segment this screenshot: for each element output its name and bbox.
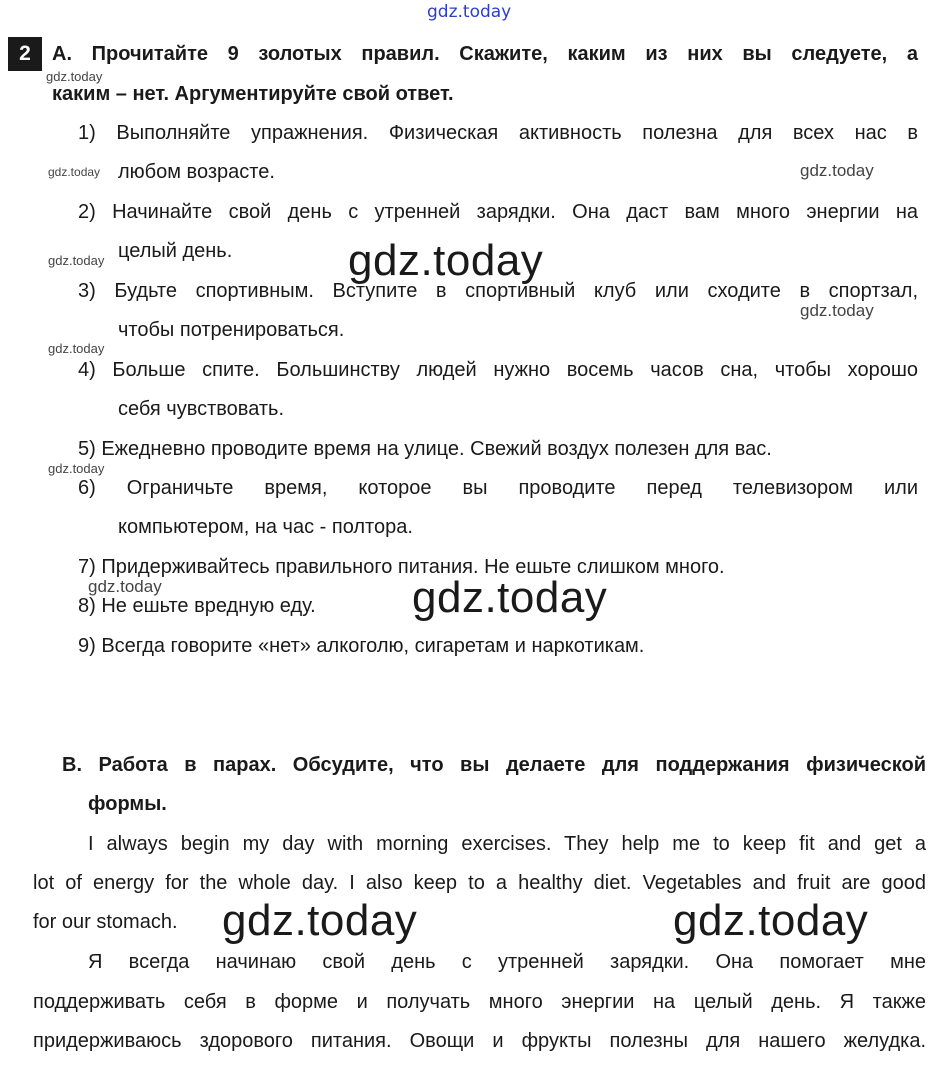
rule-1-line1: 1) Выполняйте упражнения. Физическая активность полезна для всех нас в — [78, 122, 918, 144]
rule-1-line2: любом возрасте. — [118, 161, 275, 183]
watermark-big: gdz.today — [412, 573, 608, 622]
rule-4-line1: 4) Больше спите. Большинству людей нужно восемь часов сна, чтобы хорошо — [78, 359, 918, 381]
watermark-big: gdz.today — [348, 236, 544, 285]
english-text-line1: I always begin my day with morning exercises. They help me to keep fit and get a — [88, 833, 926, 855]
watermark-small: gdz.today — [48, 461, 105, 476]
section-a-heading-line2: каким – нет. Аргументируйте свой ответ. — [52, 83, 454, 105]
russian-text-line2: поддерживать себя в форме и получать много энергии на целый день. Я также — [33, 991, 926, 1013]
rule-6-line2: компьютером, на час - полтора. — [118, 516, 413, 538]
exercise-number-badge: 2 — [8, 37, 42, 71]
section-b-heading-line1: B. Работа в парах. Обсудите, что вы делаете для поддержания физической — [62, 754, 926, 776]
rule-3-line1: 3) Будьте спортивным. Вступите в спортивный клуб или сходите в спортзал, — [78, 280, 918, 302]
watermark-small: gdz.today — [800, 301, 874, 320]
rule-2-line1: 2) Начинайте свой день с утренней зарядки. Она даст вам много энергии на — [78, 201, 918, 223]
watermark-big: gdz.today — [673, 896, 869, 945]
russian-text-line1: Я всегда начинаю свой день с утренней зарядки. Она помогает мне — [88, 951, 926, 973]
watermark-small: gdz.today — [48, 341, 105, 356]
english-text-line2: lot of energy for the whole day. I also keep to a healthy diet. Vegetables and fruit are good — [33, 872, 926, 894]
russian-text-line3: придерживаюсь здорового питания. Овощи и фрукты полезны для нашего желудка. — [33, 1030, 926, 1052]
watermark-small: gdz.today — [88, 577, 162, 596]
english-text-line3: for our stomach. — [33, 911, 178, 933]
rule-3-line2: чтобы потренироваться. — [118, 319, 345, 341]
rule-7: 7) Придерживайтесь правильного питания. Не ешьте слишком много. — [78, 556, 725, 578]
rule-9: 9) Всегда говорите «нет» алкоголю, сигаретам и наркотикам. — [78, 635, 645, 657]
watermark-top: gdz.today — [427, 2, 512, 22]
rule-5: 5) Ежедневно проводите время на улице. Свежий воздух полезен для вас. — [78, 438, 772, 460]
rule-4-line2: себя чувствовать. — [118, 398, 285, 420]
watermark-big: gdz.today — [222, 896, 418, 945]
watermark-small: gdz.today — [800, 161, 874, 180]
rule-6-line1: 6) Ограничьте время, которое вы проводите перед телевизором или — [78, 477, 918, 499]
watermark-small: gdz.today — [48, 253, 105, 268]
section-a-heading-line1: A. Прочитайте 9 золотых правил. Скажите, каким из них вы следуете, а — [52, 43, 918, 65]
watermark-small: gdz.today — [46, 69, 103, 84]
rule-8: 8) Не ешьте вредную еду. — [78, 595, 316, 617]
section-b-heading-line2: формы. — [88, 793, 167, 815]
watermark-small: gdz.today — [48, 165, 101, 179]
rule-2-line2: целый день. — [118, 240, 233, 262]
